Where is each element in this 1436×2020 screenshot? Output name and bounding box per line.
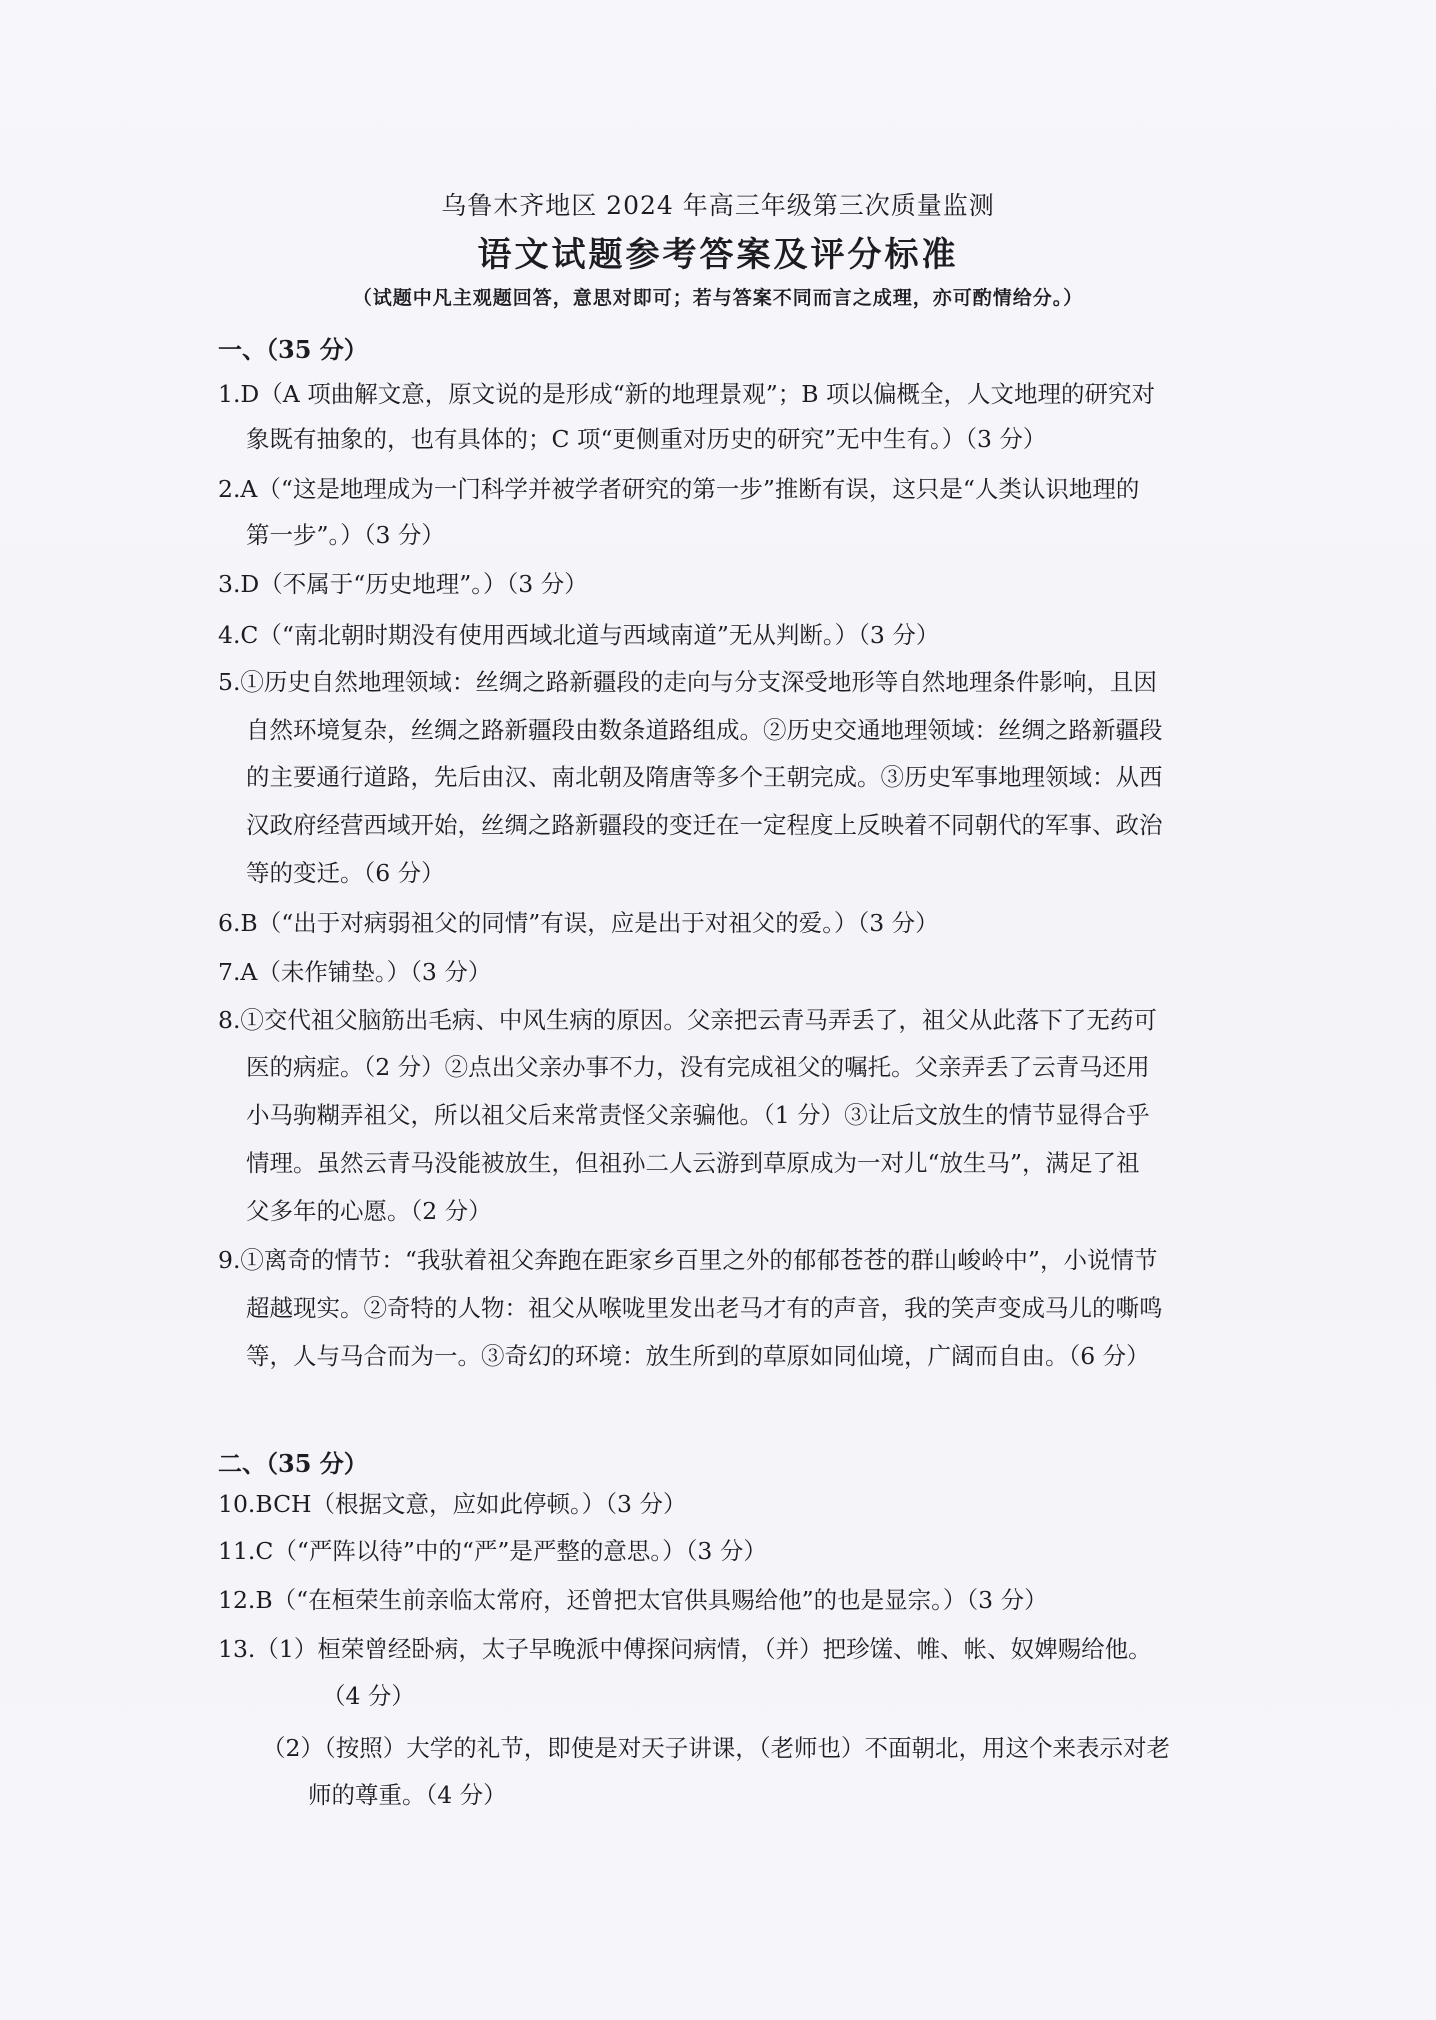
answer-line: 3.D（不属于“历史地理”。）（3 分） <box>218 570 588 598</box>
answer-line: 小马驹糊弄祖父，所以祖父后来常责怪父亲骗他。（1 分）③让后文放生的情节显得合乎 <box>246 1101 1150 1129</box>
answer-line: 医的病症。（2 分）②点出父亲办事不力，没有完成祖父的嘱托。父亲弄丢了云青马还用 <box>246 1053 1150 1081</box>
answer-line: 情理。虽然云青马没能被放生，但祖孙二人云游到草原成为一对儿“放生马”，满足了祖 <box>246 1149 1140 1177</box>
answer-line: 7.A（未作铺垫。）（3 分） <box>218 958 492 986</box>
answer-line: 11.C（“严阵以待”中的“严”是严整的意思。）（3 分） <box>218 1537 767 1565</box>
answer-line: 5.①历史自然地理领域：丝绸之路新疆段的走向与分支深受地形等自然地理条件影响，且因 <box>218 668 1157 696</box>
answer-line: 10.BCH（根据文意，应如此停顿。）（3 分） <box>218 1490 687 1518</box>
answer-line: 汉政府经营西域开始，丝绸之路新疆段的变迁在一定程度上反映着不同朝代的军事、政治 <box>246 811 1163 839</box>
answer-line: （4 分） <box>322 1682 415 1710</box>
answer-line: 1.D（A 项曲解文意，原文说的是形成“新的地理景观”；B 项以偏概全，人文地理的研究对 <box>218 380 1155 408</box>
answer-line: 等的变迁。（6 分） <box>246 859 445 887</box>
answer-line: 4.C（“南北朝时期没有使用西域北道与西域南道”无从判断。）（3 分） <box>218 621 940 649</box>
answer-line: 12.B（“在桓荣生前亲临太常府，还曾把太官供具赐给他”的也是显宗。）（3 分） <box>218 1586 1048 1614</box>
answer-line: 象既有抽象的，也有具体的；C 项“更侧重对历史的研究”无中生有。）（3 分） <box>246 425 1047 453</box>
section-heading-2: 二、（35 分） <box>218 1449 368 1478</box>
answer-line: 等，人与马合而为一。③奇幻的环境：放生所到的草原如同仙境，广阔而自由。（6 分） <box>246 1342 1150 1370</box>
exam-subtitle: 乌鲁木齐地区 2024 年高三年级第三次质量监测 <box>441 191 995 220</box>
answer-line: 的主要通行道路，先后由汉、南北朝及隋唐等多个王朝完成。③历史军事地理领域：从西 <box>246 763 1163 791</box>
answer-line: 13.（1）桓荣曾经卧病，太子早晚派中傅探问病情，（并）把珍馐、帷、帐、奴婢赐给他。 <box>218 1635 1152 1663</box>
section-heading-1: 一、（35 分） <box>218 335 368 364</box>
grading-note: （试题中凡主观题回答，意思对即可；若与答案不同而言之成理，亦可酌情给分。） <box>352 287 1084 309</box>
answer-line: 自然环境复杂，丝绸之路新疆段由数条道路组成。②历史交通地理领域：丝绸之路新疆段 <box>246 716 1163 744</box>
exam-title: 语文试题参考答案及评分标准 <box>477 235 959 275</box>
answer-line: 超越现实。②奇特的人物：祖父从喉咙里发出老马才有的声音，我的笑声变成马儿的嘶鸣 <box>246 1294 1163 1322</box>
answer-line: 师的尊重。（4 分） <box>308 1781 507 1809</box>
answer-line: （2）（按照）大学的礼节，即使是对天子讲课，（老师也）不面朝北，用这个来表示对老 <box>262 1734 1170 1762</box>
answer-line: 8.①交代祖父脑筋出毛病、中风生病的原因。父亲把云青马弄丢了，祖父从此落下了无药可 <box>218 1006 1157 1034</box>
answer-line: 9.①离奇的情节：“我驮着祖父奔跑在距家乡百里之外的郁郁苍苍的群山峻岭中”，小说情节 <box>218 1246 1158 1274</box>
answer-line: 第一步”。）（3 分） <box>246 521 445 549</box>
answer-line: 6.B（“出于对病弱祖父的同情”有误，应是出于对祖父的爱。）（3 分） <box>218 909 939 937</box>
answer-line: 父多年的心愿。（2 分） <box>246 1197 492 1225</box>
answer-line: 2.A（“这是地理成为一门科学并被学者研究的第一步”推断有误，这只是“人类认识地理的 <box>218 475 1140 503</box>
